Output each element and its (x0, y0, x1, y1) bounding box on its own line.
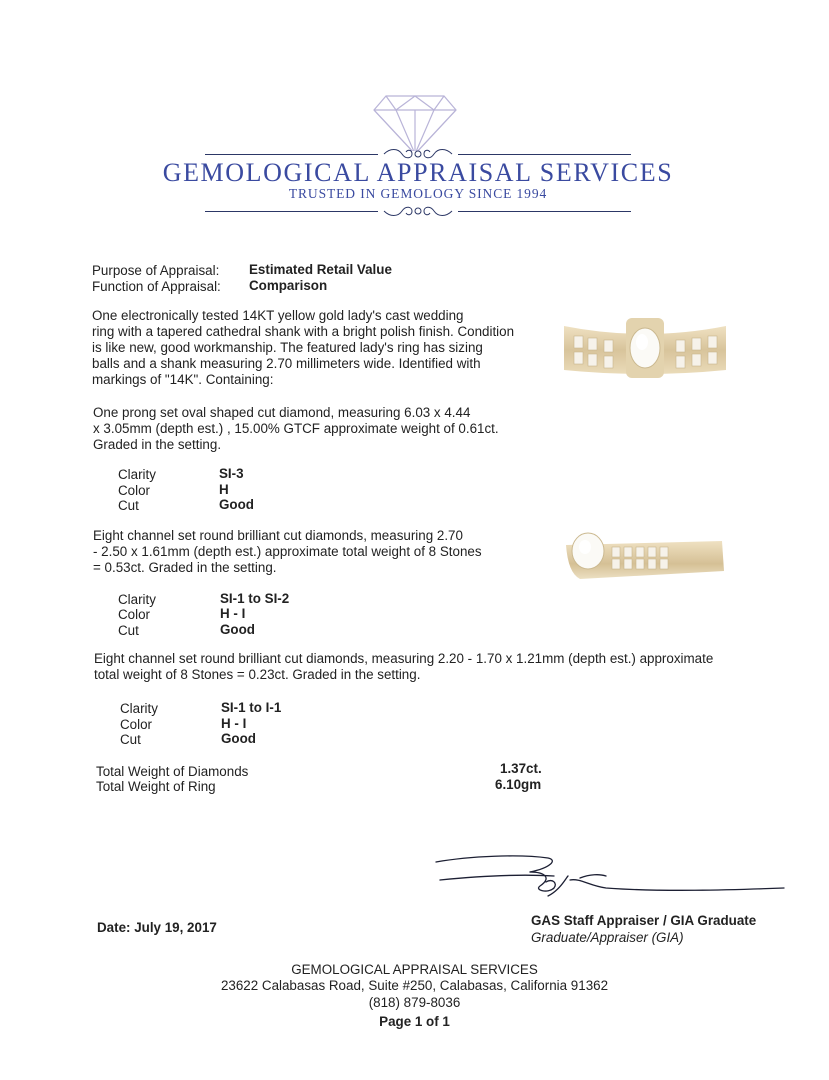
stone-line: - 2.50 x 1.61mm (depth est.) approximate total weight of 8 Stones (93, 544, 482, 559)
channel-stones-description (94, 651, 713, 683)
ring-photo-front (560, 312, 730, 392)
clarity-label: Clarity (118, 467, 156, 482)
cut-value: Good (220, 622, 255, 637)
company-name: GEMOLOGICAL APPRAISAL SERVICES (162, 158, 674, 187)
stone-line: Eight channel set round brilliant cut diamonds, measuring 2.20 - 1.70 x 1.21mm (depth est.) approximate (94, 651, 714, 666)
appraiser-credential: Graduate/Appraiser (GIA) (531, 930, 684, 945)
description-line: is like new, good workmanship. The featured lady's ring has sizing (92, 340, 483, 355)
ring-description (92, 308, 514, 388)
stone-line: x 3.05mm (depth est.) , 15.00% GTCF approximate weight of 0.61ct. (93, 421, 499, 436)
stone-line: Eight channel set round brilliant cut diamonds, measuring 2.70 (93, 528, 463, 543)
channel-stones-description (93, 528, 482, 576)
clarity-value: SI-1 to I-1 (221, 700, 282, 715)
total-ring-value: 6.10gm (495, 777, 542, 792)
total-ring-label: Total Weight of Ring (96, 779, 216, 794)
footer-address: 23622 Calabasas Road, Suite #250, Calabasas, California 91362 (220, 978, 609, 993)
footer-phone: (818) 879-8036 (368, 995, 461, 1010)
function-label: Function of Appraisal: (92, 279, 221, 294)
total-diamonds-value: 1.37ct. (500, 761, 542, 776)
total-diamonds-label: Total Weight of Diamonds (96, 764, 249, 779)
cut-label: Cut (118, 623, 139, 638)
stone-line: One prong set oval shaped cut diamond, measuring 6.03 x 4.44 (93, 405, 471, 420)
color-value: H - I (221, 716, 247, 731)
color-label: Color (120, 717, 152, 732)
stone-line: = 0.53ct. Graded in the setting. (93, 560, 277, 575)
clarity-label: Clarity (120, 701, 158, 716)
description-line: ring with a tapered cathedral shank with a bright polish finish. Condition (92, 324, 515, 339)
color-value: H (219, 482, 229, 497)
purpose-label: Purpose of Appraisal: (92, 263, 220, 278)
center-stone-description (93, 405, 499, 453)
appraiser-signature (430, 850, 786, 910)
cut-label: Cut (120, 732, 141, 747)
stone-line: total weight of 8 Stones = 0.23ct. Graded in the setting. (94, 667, 421, 682)
stone-line: Graded in the setting. (93, 437, 222, 452)
color-label: Color (118, 483, 150, 498)
appraiser-title: GAS Staff Appraiser / GIA Graduate (531, 913, 757, 928)
clarity-value: SI-1 to SI-2 (220, 591, 290, 606)
color-value: H - I (220, 606, 246, 621)
description-line: markings of "14K". Containing: (92, 372, 274, 387)
flourish-ornament-icon (378, 203, 458, 219)
color-label: Color (118, 607, 150, 622)
company-tagline: TRUSTED IN GEMOLOGY SINCE 1994 (288, 186, 548, 201)
purpose-value: Estimated Retail Value (249, 262, 392, 277)
clarity-label: Clarity (118, 592, 156, 607)
page-number: Page 1 of 1 (379, 1014, 450, 1029)
footer-company: GEMOLOGICAL APPRAISAL SERVICES (291, 962, 538, 977)
description-line: balls and a shank measuring 2.70 millimeters wide. Identified with (92, 356, 481, 371)
clarity-value: SI-3 (219, 466, 244, 481)
ring-photo-side (560, 525, 730, 585)
appraisal-date: Date: July 19, 2017 (97, 920, 217, 935)
function-value: Comparison (249, 278, 328, 293)
cut-value: Good (221, 731, 256, 746)
cut-value: Good (219, 497, 254, 512)
description-line: One electronically tested 14KT yellow gold lady's cast wedding (92, 308, 464, 323)
cut-label: Cut (118, 498, 139, 513)
